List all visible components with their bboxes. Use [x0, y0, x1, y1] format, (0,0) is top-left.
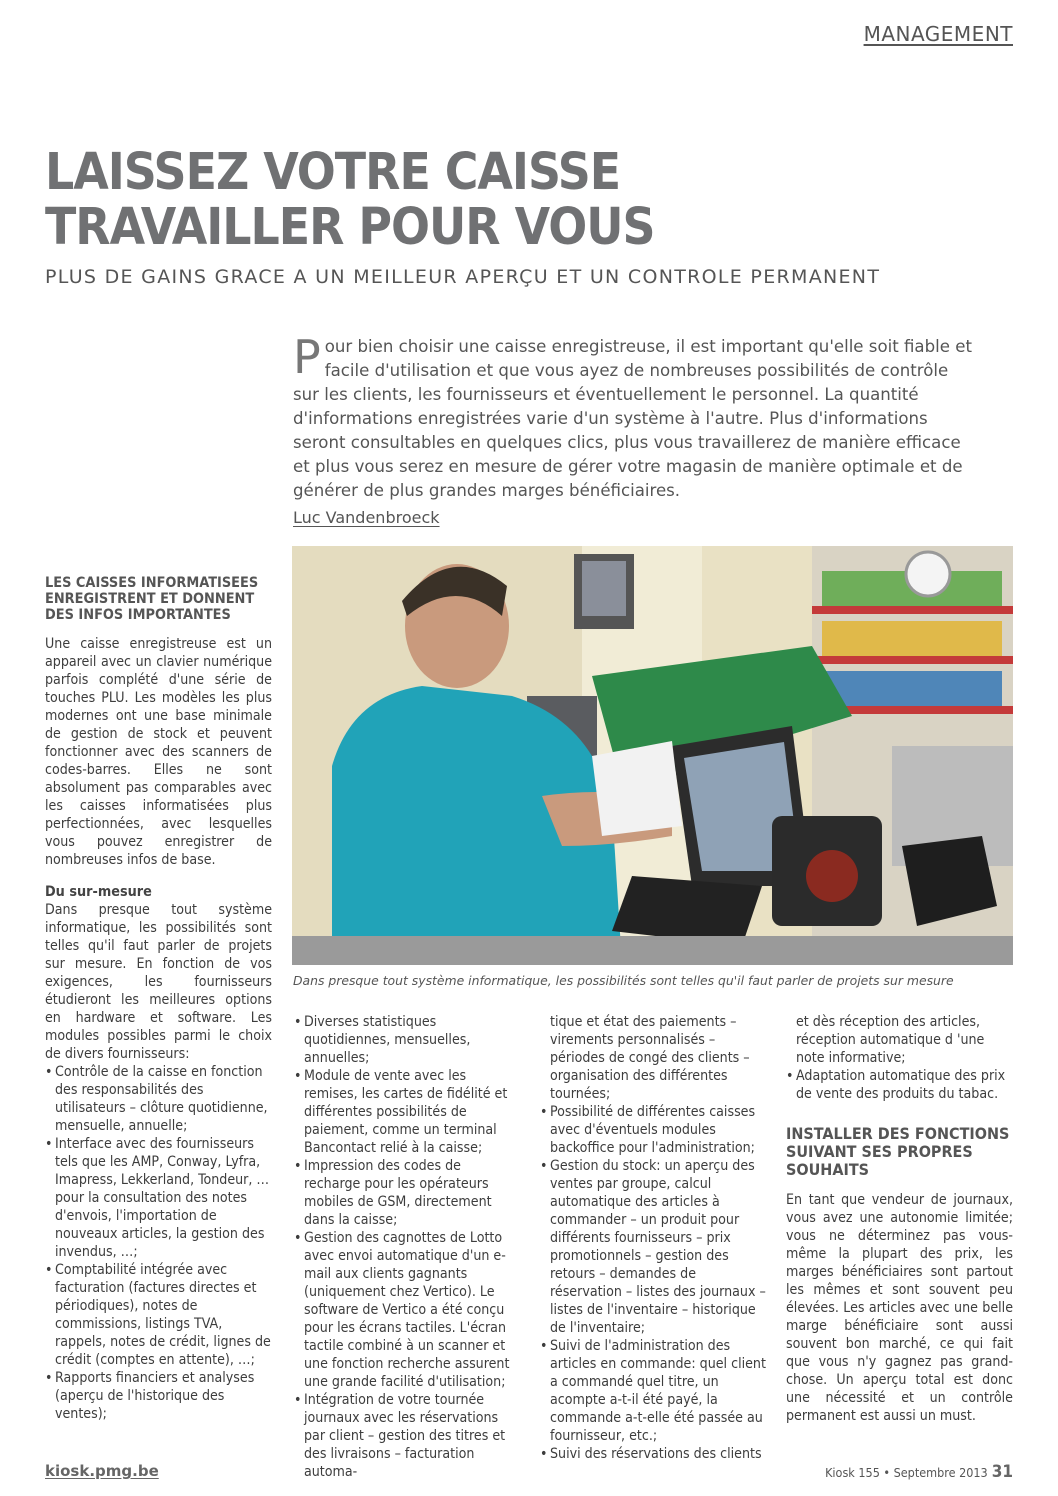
subtitle: PLUS DE GAINS GRACE A UN MEILLEUR APERÇU ET UN CONTROLE PERMANENT	[45, 266, 881, 288]
headline: LAISSEZ VOTRE CAISSE TRAVAILLER POUR VOUS	[45, 143, 655, 257]
column-1	[45, 575, 272, 1423]
list-item: • Interface avec des fournisseurs tels que les AMP, Conway, Lyfra, Imapress, Lekkerland, Tondeur, … pour la consultation des notes d'envois, l'importation de nouveaux articles, la gestion des invendus, …;	[45, 1135, 272, 1261]
list-item: • Adaptation automatique des prix de vente des produits du tabac.	[786, 1067, 1013, 1103]
intro-text: our bien choisir une caisse enregistreuse, il est important qu'elle soit fiable et facile d'utilisation et que vous ayez de nombreuses possibilités de contrôle sur les clients, les fournisseurs et éventuellement le personnel. La quantité d'informations enregistrées varie d'un système à l'autre. Plus d'informations seront consultables en quelques clics, plus vous travaillerez de manière efficace et plus vous serez en mesure de gérer votre magasin de manière optimale et de générer de plus grandes marges bénéficiaires.	[293, 337, 972, 500]
list-item: • Comptabilité intégrée avec facturation (factures directes et périodiques), notes de commissions, listings TVA, rappels, notes de crédit, lignes de crédit (comptes en attente), …;	[45, 1261, 272, 1369]
body-paragraph: Dans presque tout système informatique, les possibilités sont telles qu'il faut parler de projets sur mesure. En fonction de vos exigences, les fournisseurs étudieront les meilleures options en hardware et software. Les modules possibles parmi le choix de divers fournisseurs:	[45, 902, 272, 1062]
drop-cap: P	[293, 330, 321, 384]
list-item: • Gestion du stock: un aperçu des ventes par groupe, calcul automatique des articles à commander – un produit pour différents fournisseurs – prix promotionnels – gestion des retours – demandes de réservation – listes des journaux – listes de l'inventaire – historique de l'inventaire;	[540, 1157, 768, 1337]
subheading-sur-mesure: Du sur-mesure	[45, 884, 152, 900]
list-continuation: tique et état des paiements – virements personnalisés – périodes de congé des clients – organisation des différentes tournées;	[550, 1014, 750, 1102]
list-item: • Suivi de l'administration des articles en commande: quel client a commandé quel titre, un acompte a-t-il été payé, la commande a-t-elle été passée au fournisseur, etc.;	[540, 1337, 768, 1445]
list-item: • Rapports financiers et analyses (aperçu de l'historique des ventes);	[45, 1369, 272, 1423]
section-heading-1: LES CAISSES INFORMATISEES ENREGISTRENT ET DONNENT DES INFOS IMPORTANTES	[45, 575, 259, 623]
column-2	[294, 1013, 520, 1481]
list-item: • Contrôle de la caisse en fonction des responsabilités des utilisateurs – clôture quotidienne, mensuelle, annuelle;	[45, 1063, 272, 1135]
footer-folio	[825, 1462, 1013, 1482]
body-paragraph: Une caisse enregistreuse est un appareil avec un clavier numérique parfois complété d'une série de touches PLU. Les modèles les plus modernes ont une base minimale de gestion de stock et peuvent fonctionner avec des scanners de codes-barres. Elles ne sont absolument pas comparables avec les caisses informatisées plus perfectionnées, avec lesquelles vous pouvez enregistrer de nombreuses infos de base.	[45, 636, 272, 868]
list-item: • Impression des codes de recharge pour les opérateurs mobiles de GSM, directement dans la caisse;	[294, 1157, 520, 1229]
list-continuation: et dès réception des articles, réception automatique d 'une note informative;	[796, 1014, 985, 1066]
column-3	[540, 1013, 768, 1463]
footer-website-link[interactable]: kiosk.pmg.be	[45, 1462, 159, 1480]
section-heading-2: INSTALLER DES FONCTIONS SUIVANT SES PROPRES SOUHAITS	[786, 1124, 1010, 1179]
photo-caption: Dans presque tout système informatique, les possibilités sont telles qu'il faut parler de projets sur mesure	[293, 973, 954, 988]
list-item: • Module de vente avec les remises, les cartes de fidélité et différentes possibilités de paiement, comme un terminal Bancontact relié à la caisse;	[294, 1067, 520, 1157]
photo-illustration	[292, 546, 1013, 965]
author-byline: Luc Vandenbroeck	[293, 508, 440, 527]
list-item: • Suivi des réservations des clients	[540, 1445, 768, 1463]
list-item: • Gestion des cagnottes de Lotto avec envoi automatique d'un e-mail aux clients gagnants (uniquement chez Vertico). Le software de Vertico a été conçu pour les écrans tactiles. L'écran tactile combiné à un scanner et une fonction recherche assurent une grande facilité d'utilisation;	[294, 1229, 520, 1391]
footer-issue: Kiosk 155 • Septembre 2013	[825, 1465, 988, 1480]
body-paragraph: En tant que vendeur de journaux, vous avez une autonomie limitée; vous ne déterminez pas vous-même la plupart des prix, les marges bénéficiaires sont partout les mêmes et sont souvent peu élevées. Les articles avec une belle marge bénéficiaire sont aussi souvent bon marché, ce qui fait que vous n'y gagnez pas grand-chose. Un aperçu total est donc une nécessité et un contrôle permanent est aussi un must.	[786, 1192, 1013, 1424]
page-number: 31	[991, 1462, 1013, 1482]
bullet-list	[540, 1103, 768, 1463]
section-label: MANAGEMENT	[863, 22, 1013, 46]
bullet-list	[786, 1067, 1013, 1103]
intro-paragraph	[293, 330, 973, 503]
bullet-list	[45, 1063, 272, 1423]
article-photo	[292, 546, 1013, 965]
list-item: • Possibilité de différentes caisses avec d'éventuels modules backoffice pour l'administration;	[540, 1103, 768, 1157]
list-item: • Intégration de votre tournée journaux avec les réservations par client – gestion des titres et des livraisons – facturation automa-	[294, 1391, 520, 1481]
bullet-list	[294, 1013, 520, 1481]
list-item: • Diverses statistiques quotidiennes, mensuelles, annuelles;	[294, 1013, 520, 1067]
column-4	[786, 1013, 1013, 1425]
